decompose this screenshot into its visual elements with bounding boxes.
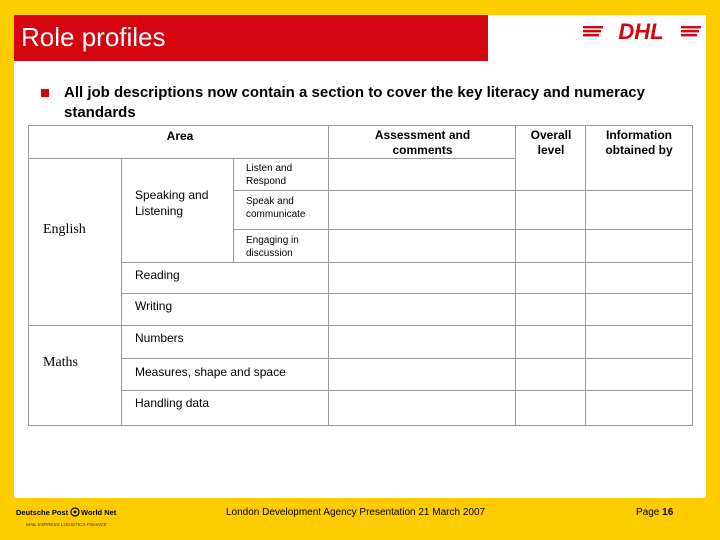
world-net-text: World Net [81, 508, 117, 517]
deutsche-post-text: Deutsche Post [16, 508, 69, 517]
header-area: Area [166, 129, 194, 143]
page-number-value: 16 [662, 507, 674, 518]
page-label: Page [636, 507, 660, 518]
dhl-logo-text: DHL [618, 19, 664, 44]
slide-title: Role profiles [21, 22, 166, 52]
reading-label: Reading [135, 268, 180, 282]
page-number [636, 507, 673, 518]
posthorn-icon [71, 508, 79, 516]
tagline-text: MAIL EXPRESS LOGISTICS FINANCE [26, 522, 107, 527]
footer-presentation: London Development Agency Presentation 21 March 2007 [226, 507, 486, 518]
header-information: Information obtained by [605, 128, 673, 157]
writing-label: Writing [135, 299, 173, 313]
header-overall-level: Overall level [530, 128, 572, 157]
bullet-text: All job descriptions now contain a section to cover the key literacy and numeracy standards [64, 84, 645, 121]
header-assessment: Assessment and comments [374, 128, 471, 157]
english-label: English [43, 222, 86, 237]
handling-data-label: Handling data [135, 396, 210, 410]
maths-label: Maths [43, 355, 78, 370]
measures-label: Measures, shape and space [135, 365, 286, 379]
numbers-label: Numbers [135, 331, 184, 345]
engaging-discussion-label: Engaging in discussion [246, 235, 299, 259]
deutsche-post-logo [16, 505, 128, 531]
speak-communicate-label: Speak and communicate [246, 196, 306, 220]
speaking-listening-label: Speaking and Listening [135, 188, 209, 218]
listen-respond-label: Listen and Respond [246, 163, 293, 187]
